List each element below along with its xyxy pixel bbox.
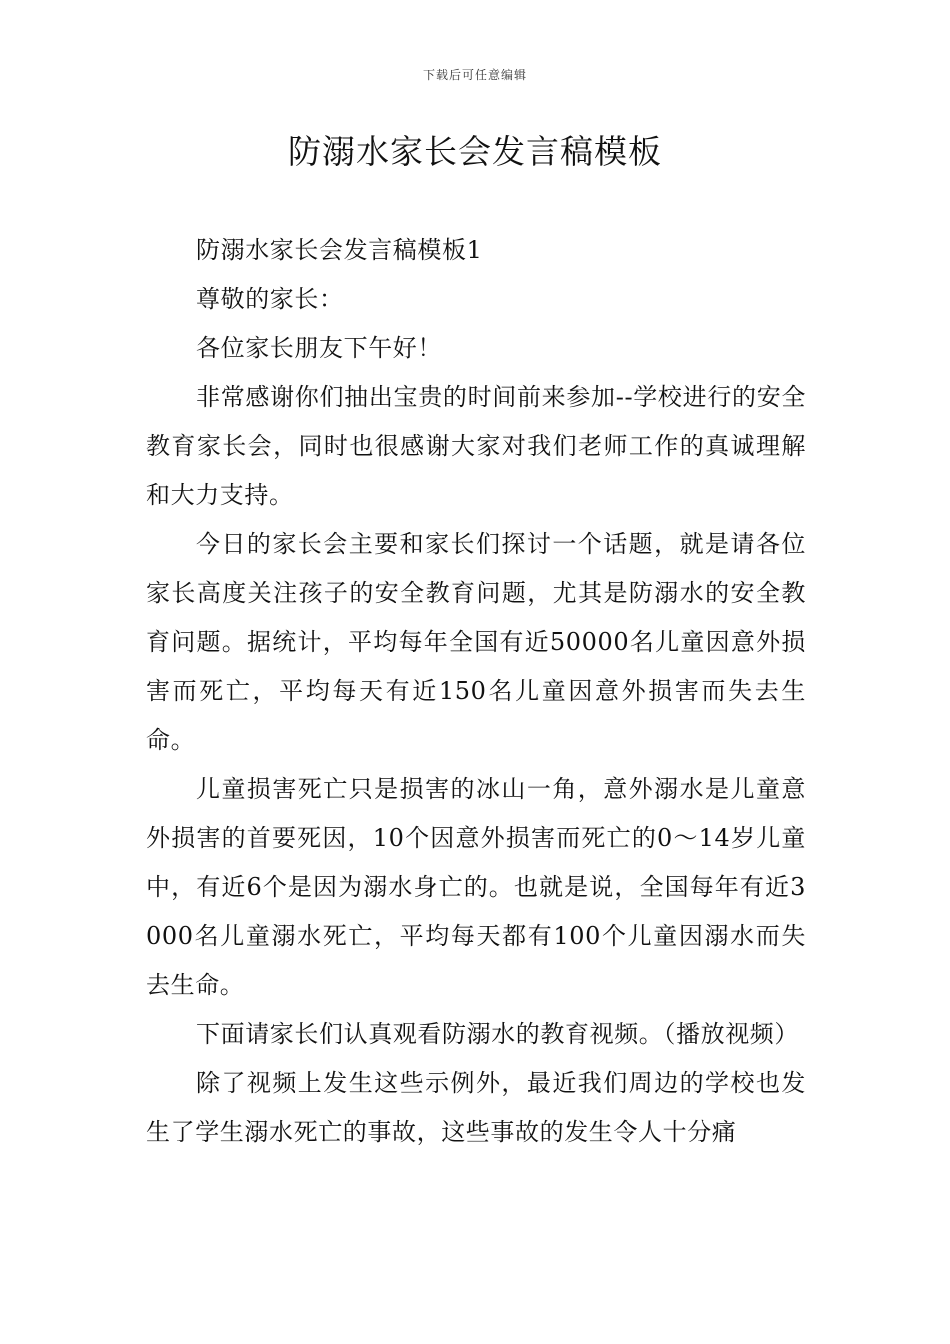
paragraph-thanks: 非常感谢你们抽出宝贵的时间前来参加--学校进行的安全教育家长会，同时也很感谢大家对我们老师工作的真诚理解和大力支持。	[146, 383, 806, 509]
paragraph-subtitle: 防溺水家长会发言稿模板1	[196, 236, 483, 264]
paragraph-greeting: 各位家长朋友下午好！	[196, 334, 442, 362]
paragraph-video: 下面请家长们认真观看防溺水的教育视频。（播放视频）	[196, 1020, 799, 1048]
paragraph-topic: 今日的家长会主要和家长们探讨一个话题，就是请各位家长高度关注孩子的安全教育问题，尤其是防溺水的安全教育问题。据统计，平均每年全国有近50000名儿童因意外损害而死亡，平均每天有近150名儿童因意外损害而失去生命。	[146, 530, 806, 754]
document-title: 防溺水家长会发言稿模板	[288, 132, 662, 171]
paragraph-incidents: 除了视频上发生这些示例外，最近我们周边的学校也发生了学生溺水死亡的事故，这些事故的发生令人十分痛	[146, 1069, 806, 1146]
header-note: 下载后可任意编辑	[422, 68, 527, 82]
paragraph-salutation: 尊敬的家长：	[196, 285, 344, 313]
paragraph-statistics: 儿童损害死亡只是损害的冰山一角，意外溺水是儿童意外损害的首要死因，10个因意外损害而死亡的0～14岁儿童中，有近6个是因为溺水身亡的。也就是说，全国每年有近3000名儿童溺水死亡，平均每天都有100个儿童因溺水而失去生命。	[146, 775, 806, 999]
document-body	[146, 226, 806, 1157]
